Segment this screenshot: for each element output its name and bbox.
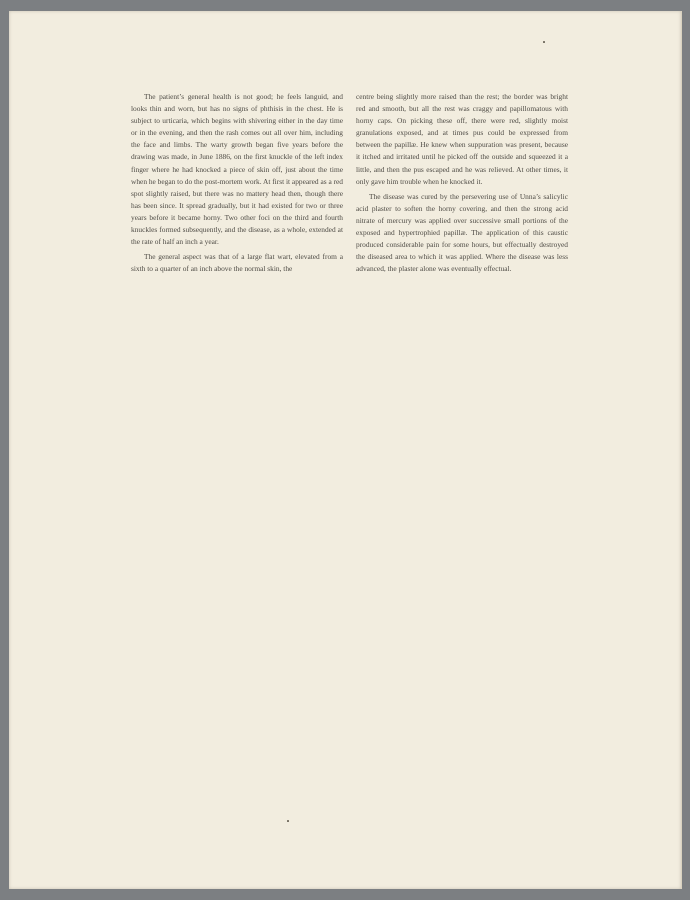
- paper-speck: [543, 41, 545, 43]
- paragraph: The patient’s general health is not good; he feels languid, and looks thin and worn, but has no signs of phthisis in the chest. He is subject to urticaria, which begins with shivering either in the day time or in the evening, and then the rash comes out all over him, including the face and limbs. The warty growth began five years before the drawing was made, in June 1886, on the first knuckle of the left index finger where he had knocked a piece of skin off, just about the time when he began to do the post-mortem work. At first it appeared as a red spot slightly raised, but there was no mattery head then, though there has been since. It spread gradually, but it had existed for two or three years before it became horny. Two other foci on the third and fourth knuckles formed subsequently, and the disease, as a whole, extended at the rate of half an inch a year.: [131, 92, 344, 247]
- paragraph: The disease was cured by the persevering use of Unna’s salicylic acid plaster to soften the horny covering, and then the strong acid nitrate of mercury was applied over successive small portions of the exposed and hypertrophied papillæ. The application of this caustic produced considerable pain for some hours, but effectually destroyed the diseased area to which it was applied. Where the disease was less advanced, the plaster alone was eventually effectual.: [356, 191, 568, 274]
- paragraph: The general aspect was that of a large flat wart, elevated from a sixth to a quarter of an inch above the normal skin, the: [131, 252, 343, 274]
- document-page: [9, 11, 682, 889]
- left-text-column: [131, 91, 343, 278]
- paragraph-continuation: centre being slightly more raised than the rest; the border was bright red and smooth, but all the rest was craggy and papillomatous with horny caps. On picking these off, there were red, slightly moist granulations exposed, and at times pus could be expressed from between the papillæ. He knew when suppuration was present, because it itched and irritated until he picked off the outside and squeezed it a little, and then the pus escaped and he was relieved. At other times, it only gave him trouble when he knocked it.: [356, 92, 568, 186]
- right-text-column: [356, 91, 568, 278]
- paper-speck: [287, 820, 289, 822]
